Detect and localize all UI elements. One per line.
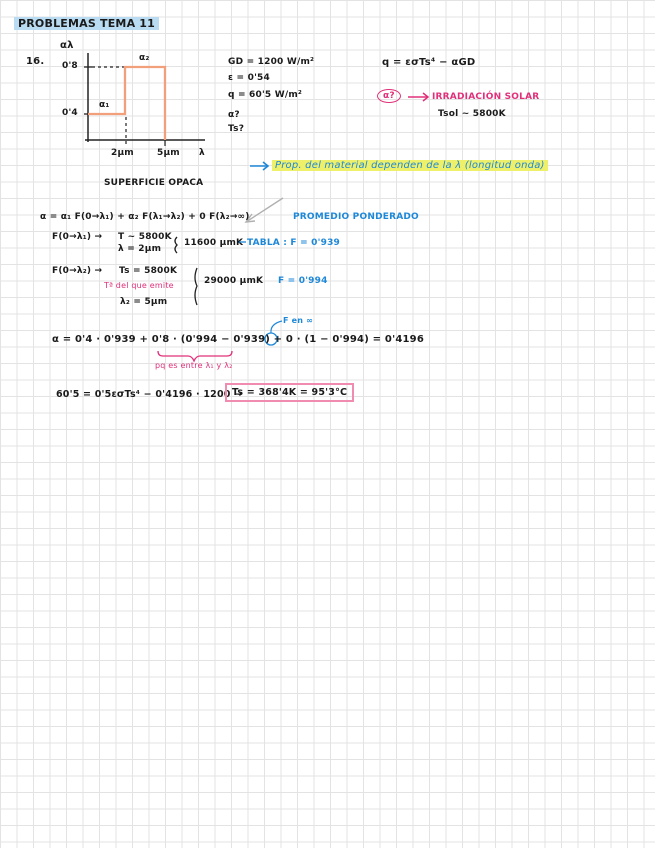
- graph-x-axis-label: λ: [199, 148, 205, 158]
- f2-line2: λ₂ = 5μm: [120, 297, 168, 307]
- data-line-alpha: α?: [228, 110, 240, 120]
- graph-y-axis-label: αλ: [60, 40, 74, 51]
- data-line-q: q = 60'5 W/m²: [228, 90, 303, 100]
- page-title: PROBLEMAS TEMA 11: [14, 17, 159, 30]
- f2-product: 29000 μmK: [204, 276, 264, 286]
- final-equation: 60'5 = 0'5εσTs⁴ − 0'4196 · 1200 →: [56, 389, 243, 400]
- f2-emitter-note: Tª del que emite: [104, 281, 174, 290]
- final-result-box: Ts = 368'4K = 95'3°C: [225, 383, 354, 402]
- balance-formula: q = εσTs⁴ − αGD: [382, 57, 476, 68]
- solar-irradiation-label: IRRADIACIÓN SOLAR: [432, 92, 540, 102]
- data-line-gd: GD = 1200 W/m²: [228, 57, 315, 67]
- graph-y-tick-08: 0'8: [62, 61, 78, 71]
- weighted-label: PROMEDIO PONDERADO: [293, 212, 419, 222]
- f1-product: 11600 μmK: [184, 238, 244, 248]
- f1-line1: T ~ 5800K: [118, 232, 172, 242]
- data-line-epsilon: ε = 0'54: [228, 73, 270, 83]
- data-line-ts: Ts?: [228, 124, 245, 134]
- alpha2-label: α₂: [139, 53, 150, 63]
- alpha1-label: α₁: [99, 100, 110, 110]
- weighted-formula: α = α₁ F(0→λ₁) + α₂ F(λ₁→λ₂) + 0 F(λ₂→∞): [40, 212, 250, 222]
- f1-lhs: F(0→λ₁) →: [52, 232, 103, 242]
- graph-caption: SUPERFICIE OPACA: [104, 178, 204, 188]
- f2-result: F = 0'994: [278, 276, 328, 286]
- f2-line1: Ts = 5800K: [119, 266, 178, 276]
- graph-x-tick-5um: 5μm: [157, 148, 180, 158]
- f1-line2: λ = 2μm: [118, 244, 162, 254]
- f2-lhs: F(0→λ₂) →: [52, 266, 103, 276]
- graph-y-tick-04: 0'4: [62, 108, 78, 118]
- problem-number: 16.: [26, 56, 45, 67]
- f-infinity-note: F en ∞: [283, 316, 314, 325]
- alpha-calculation: α = 0'4 · 0'939 + 0'8 · (0'994 − 0'939) + 0 · (1 − 0'994) = 0'4196: [52, 334, 424, 345]
- sun-temperature: Tsol ~ 5800K: [438, 109, 506, 119]
- f1-table-result: TABLA : F = 0'939: [247, 238, 340, 248]
- graph-x-tick-2um: 2μm: [111, 148, 134, 158]
- spectral-note: Prop. del material dependen de la λ (longitud onda): [272, 160, 548, 171]
- alpha-unknown-circle: α?: [377, 89, 401, 103]
- range-note: pq es entre λ₁ y λ₂: [155, 361, 233, 370]
